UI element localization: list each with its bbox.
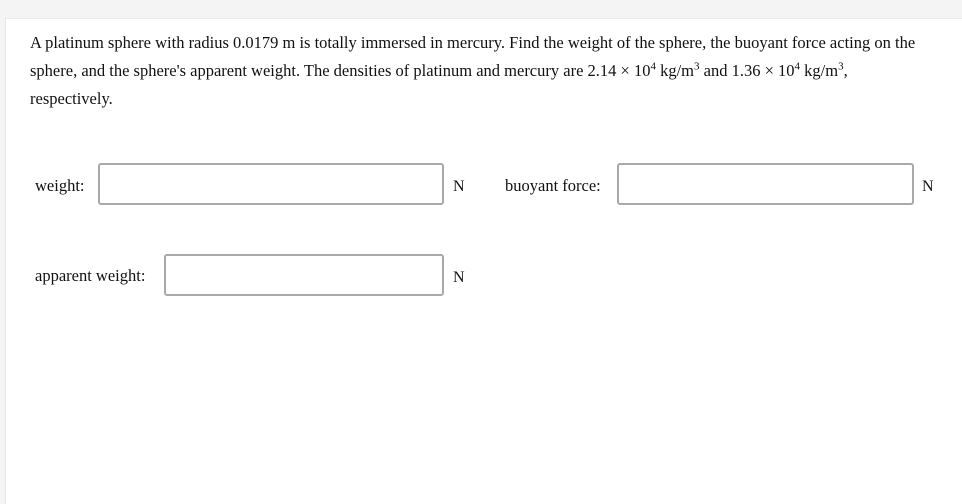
exponent: 3 [694, 60, 700, 73]
exponent: 3 [838, 60, 844, 73]
question-text-part: , respectively. [30, 61, 848, 108]
apparent-weight-input[interactable] [164, 254, 444, 296]
weight-label: weight: [35, 176, 85, 195]
question-text-part: kg/m [800, 61, 839, 80]
question-text-part: kg/m [655, 61, 694, 80]
buoyant-force-unit: N [922, 178, 934, 195]
exponent: 4 [650, 60, 656, 73]
question-text-part: A platinum sphere with radius 0.0179 m is totally immersed in mercury. Find the weight of the sphere, the buoyant force acting on the sphere, and the sphere's apparent weight. The densities of platinum and mercury are 2.14 × 10 [30, 33, 916, 80]
buoyant-force-label: buoyant force: [505, 176, 601, 195]
apparent-weight-unit: N [453, 269, 465, 286]
buoyant-force-input[interactable] [617, 163, 914, 205]
exponent: 4 [794, 60, 801, 73]
question-text-part: and 1.36 × 10 [699, 61, 795, 80]
question-text [30, 29, 930, 113]
weight-input[interactable] [98, 163, 444, 205]
weight-unit: N [453, 178, 465, 195]
apparent-weight-label: apparent weight: [35, 266, 146, 285]
question-card [5, 18, 962, 504]
